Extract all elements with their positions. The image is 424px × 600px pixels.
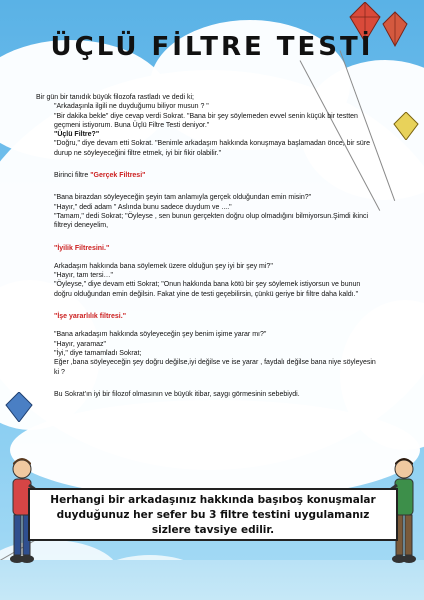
paragraph: "Hayır," dedi adam " Aslında bunu sadece duydum ve ...." — [54, 203, 232, 211]
third-filter-heading: "İşe yararlılık filtresi." — [54, 313, 127, 321]
paragraph: "Bir dakika bekle" diye cevap verdi Sokrat. "Bana bir şey söylemeden evvel senin küçük bir testten geçmeni istiyorum. Buna Üçlü Filtre Testi deniyor." — [54, 112, 358, 129]
paragraph: "Tamam," dedi Sokrat; "Öyleyse , sen bunun gerçekten doğru olup olmadığını bilmiyorsun.Şimdi ikinci filtreyi deneyelim, — [54, 212, 369, 230]
paragraph: "Öyleyse," diye devam etti Sokrat; "Onun hakkında bana kötü bir şey söylemek istiyorsun ve bunun doğru olduğundan emin değilsin. Fakat yine de testi geçebilirsin, çünkü geriye bir filtre daha kaldı." — [54, 281, 361, 298]
paragraph: "Hayır, yaramaz" — [54, 340, 107, 348]
paragraph: "Hayır, tam tersi…" — [54, 272, 114, 280]
ground-haze — [0, 560, 424, 600]
kite-icon — [392, 112, 420, 140]
first-filter-heading — [36, 171, 376, 180]
kite-icon — [4, 392, 34, 422]
paragraph: Bir gün bir tanıdık büyük filozofa rastladı ve dedi ki; — [36, 94, 194, 101]
paragraph: "Bana arkadaşım hakkında söyleyeceğin şey benim işime yarar mı?" — [54, 331, 267, 339]
filter-prefix: Birinci filtre — [54, 172, 91, 180]
paragraph: "Bana birazdan söyleyeceğin şeyin tam anlamıyla gerçek olduğundan emin misin?" — [54, 194, 312, 202]
paragraph: "Üçlü Filtre?" — [54, 131, 100, 139]
closing-paragraph: Bu Sokrat'ın iyi bir filozof olmasının ve büyük itibar, saygı görmesinin sebebiydi. — [54, 390, 300, 398]
filter-name: "Gerçek Filtresi" — [90, 172, 146, 180]
paragraph: "Doğru," diye devam etti Sokrat. "Benimle arkadaşım hakkında konuşmaya başlamadan önce, bir süre durup ne söyleyeceğini filtre etmek, iyi bir fikir olabilir." — [54, 140, 371, 157]
paragraph: "İyi," diye tamamladı Sokrat; — [54, 349, 142, 357]
paragraph: "Arkadaşınla ilgili ne duyduğumu biliyor musun ? " — [54, 103, 209, 111]
advice-banner — [28, 488, 398, 541]
cloud — [10, 400, 420, 500]
banner-line: Herhangi bir arkadaşınız hakkında başıboş konuşmalar — [50, 494, 376, 506]
page-title: ÜÇLÜ FİLTRE TESTİ — [50, 32, 374, 62]
story-text — [36, 93, 376, 399]
paragraph: Arkadaşım hakkında bana söylemek üzere olduğun şey iyi bir şey mi?" — [54, 262, 273, 270]
paragraph: Eğer ,bana söyleyeceğin şey doğru değilse,iyi değilse ve ise yarar , faydalı değilse bana niye söyleyesin ki ? — [54, 359, 376, 376]
banner-line: duyduğunuz her sefer bu 3 filtre testini uygulamanız — [56, 509, 370, 521]
banner-line: sizlere tavsiye edilir. — [151, 524, 275, 536]
second-filter-heading: "İyilik Filtresini." — [54, 244, 110, 252]
